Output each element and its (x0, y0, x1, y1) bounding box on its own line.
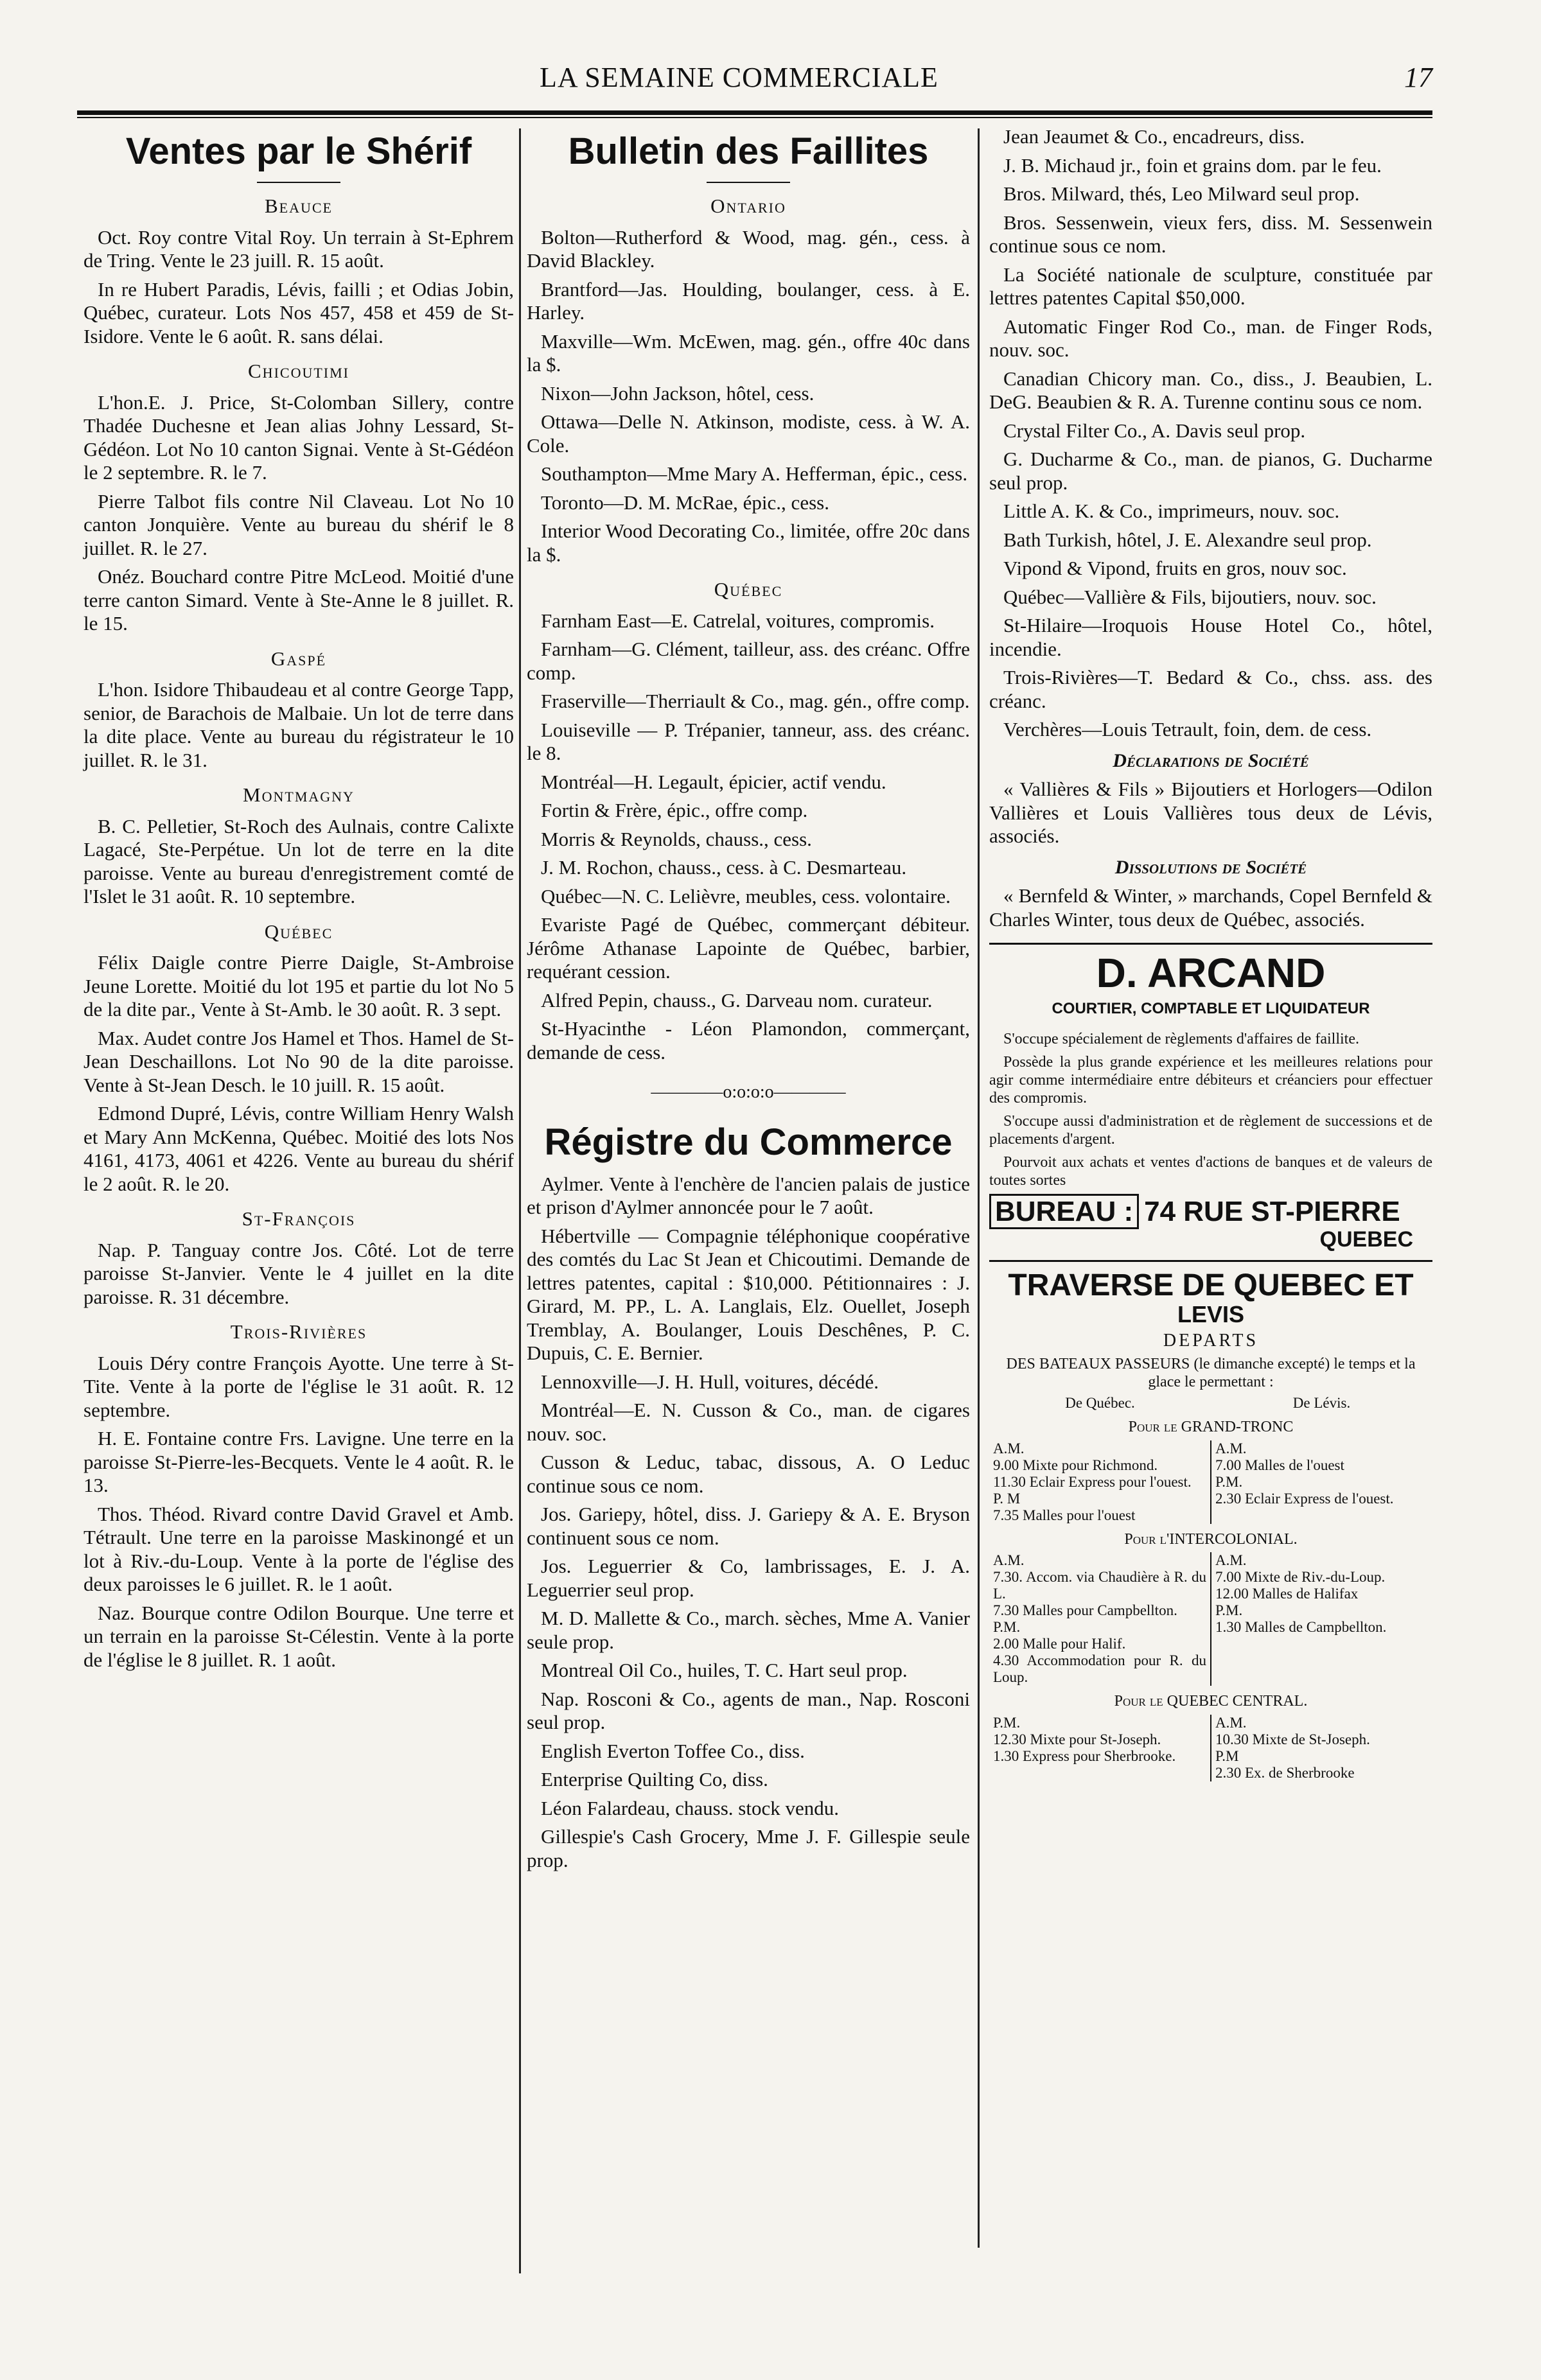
notice: Thos. Théod. Rivard contre David Gravel et Amb. Tétrault. Une terre en la paroisse Maskinongé et un lot à Riv.-du-Loup. Vente à la porte de l'église des deux paroisses le 6 juillet. R. le 1 août. (84, 1502, 514, 1595)
section-heading-bankruptcy: Bulletin des Faillites (568, 130, 929, 172)
column-register-continued (989, 125, 1432, 1781)
place-heading: Montmagny (243, 783, 355, 806)
schedule-section: Pour le GRAND-TRONC (1128, 1419, 1294, 1435)
notice: Morris & Reynolds, chauss., cess. (541, 827, 812, 850)
notice: Bros. Milward, thés, Leo Milward seul prop. (1003, 182, 1360, 205)
schedule-section: Pour l'INTERCOLONIAL. (1124, 1530, 1298, 1548)
notice: Southampton—Mme Mary A. Hefferman, épic., cess. (541, 462, 968, 485)
ferry-title: TRAVERSE DE QUEBEC ET (1008, 1268, 1414, 1302)
notice: Crystal Filter Co., A. Davis seul prop. (1003, 419, 1306, 442)
notice: Automatic Finger Rod Co., man. de Finger Rods, nouv. soc. (989, 315, 1432, 361)
notice: Léon Falardeau, chauss. stock vendu. (541, 1796, 840, 1819)
notice: Gillespie's Cash Grocery, Mme J. F. Gillespie seule prop. (527, 1825, 970, 1871)
notice: Fortin & Frère, épic., offre comp. (541, 799, 808, 821)
schedule-header (989, 1395, 1432, 1412)
notice: Farnham—G. Clément, tailleur, ass. des créanc. Offre comp. (527, 638, 970, 684)
notice: Nixon—John Jackson, hôtel, cess. (541, 381, 815, 405)
place-heading: Gaspé (270, 647, 327, 670)
notice: Cusson & Leduc, tabac, dissous, A. O Leduc continue sous ce nom. (527, 1451, 970, 1497)
notice: Louis Déry contre François Ayotte. Une terre à St-Tite. Vente à la porte de l'église le 31 août. R. 12 septembre. (84, 1351, 514, 1421)
notice: Jean Jeaumet & Co., encadreurs, diss. (1003, 125, 1305, 148)
notice: Maxville—Wm. McEwen, mag. gén., offre 40c dans la $. (527, 329, 970, 376)
separator (707, 182, 790, 183)
notice: Interior Wood Decorating Co., limitée, offre 20c dans la $. (527, 520, 970, 566)
notice: Naz. Bourque contre Odilon Bourque. Une terre et un terrain en la paroisse St-Célestin. Vente à la porte de l'église le 8 juillet. R. 1 août. (84, 1601, 514, 1671)
ad-text: S'occupe spécialement de règlements d'affaires de faillite. (1003, 1030, 1359, 1047)
notice: Pierre Talbot fils contre Nil Claveau. Lot No 10 canton Jonquière. Vente au bureau du shérif le 8 juillet. R. le 27. (84, 489, 514, 559)
schedule-table (989, 1552, 1432, 1686)
ad-text: Possède la plus grande expérience et les meilleures relations pour agir comme intermédiaire entre débiteurs et créanciers pour effectuer des compromis. (989, 1053, 1432, 1107)
notice: Jos. Gariepy, hôtel, diss. J. Gariepy & A. E. Bryson continuent sous ce nom. (527, 1503, 970, 1549)
notice: Jos. Leguerrier & Co, lambrissages, E. J. A. Leguerrier seul prop. (527, 1555, 970, 1601)
column-divider-1 (519, 128, 521, 2273)
notice: « Vallières & Fils » Bijoutiers et Horlogers—Odilon Vallières et Louis Vallières tous deux de Lévis, associés. (989, 778, 1432, 847)
column-sheriff-sales (84, 125, 514, 1677)
schedule-cell: P.M. 12.30 Mixte pour St-Joseph. 1.30 Express pour Sherbrooke. (989, 1715, 1211, 1781)
place-heading: Québec (714, 578, 783, 600)
place-heading: Québec (264, 920, 333, 943)
place-heading: Chicoutimi (248, 360, 349, 382)
notice: B. C. Pelletier, St-Roch des Aulnais, contre Calixte Lagacé, Ste-Perpétue. Un lot de terre en la dite paroisse. Vente au bureau d'enregistrement comté de l'Islet le 31 août. R. 10 septembre. (84, 814, 514, 907)
subheading-dissolutions: Dissolutions de Société (1114, 856, 1307, 878)
advertisement-arcand (989, 943, 1432, 1251)
place-heading: Beauce (264, 195, 333, 217)
newspaper-title: LA SEMAINE COMMERCIALE (540, 62, 938, 93)
schedule-section: Pour le QUEBEC CENTRAL. (1114, 1693, 1308, 1710)
schedule-cell: A.M. 9.00 Mixte pour Richmond. 11.30 Eclair Express pour l'ouest. P. M 7.35 Malles pour l'ouest (989, 1440, 1211, 1524)
notice: Enterprise Quilting Co, diss. (541, 1768, 768, 1790)
notice: Bros. Sessenwein, vieux fers, diss. M. Sessenwein continue sous ce nom. (989, 211, 1432, 257)
notice: Onéz. Bouchard contre Pitre McLeod. Moitié d'une terre canton Simard. Vente à Ste-Anne le 8 juillet. R. le 15. (84, 565, 514, 634)
notice: Aylmer. Vente à l'enchère de l'ancien palais de justice et prison d'Aylmer annoncée pour le 7 août. (527, 1172, 970, 1218)
ad-role: COURTIER, COMPTABLE ET LIQUIDATEUR (1052, 1000, 1370, 1017)
ad-text: Pourvoit aux achats et ventes d'actions de banques et de valeurs de toutes sortes (989, 1153, 1432, 1189)
ad-office (989, 1196, 1432, 1228)
notice: Lennoxville—J. H. Hull, voitures, décédé. (541, 1370, 879, 1393)
ferry-schedule (989, 1260, 1432, 1781)
schedule-from-quebec: De Québec. (1065, 1395, 1135, 1411)
place-heading: Trois-Rivières (230, 1320, 367, 1343)
notice: Little A. K. & Co., imprimeurs, nouv. soc. (1003, 500, 1340, 522)
schedule-cell: A.M. 7.30. Accom. via Chaudière à R. du L. 7.30 Malles pour Campbellton. P.M. 2.00 Malle pour Halif. 4.30 Accommodation pour R. du Loup. (989, 1552, 1211, 1686)
notice: Evariste Pagé de Québec, commerçant débiteur. Jérôme Athanase Lapointe de Québec, barbier, requérant cession. (527, 913, 970, 983)
notice: Montréal—E. N. Cusson & Co., man. de cigares nouv. soc. (527, 1399, 970, 1445)
ad-city: QUEBEC (1319, 1227, 1413, 1252)
notice: Bath Turkish, hôtel, J. E. Alexandre seul prop. (1003, 528, 1372, 551)
schedule-cell: A.M. 7.00 Mixte de Riv.-du-Loup. 12.00 Malles de Halifax P.M. 1.30 Malles de Campbellton. (1215, 1552, 1387, 1635)
section-heading-sheriff: Ventes par le Shérif (125, 130, 472, 172)
notice: Nap. P. Tanguay contre Jos. Côté. Lot de terre paroisse St-Janvier. Vente le 4 juillet en la dite paroisse. R. 31 décembre. (84, 1238, 514, 1308)
ad-office-address: 74 RUE ST-PIERRE (1144, 1195, 1400, 1227)
notice: St-Hyacinthe - Léon Plamondon, commerçant, demande de cess. (527, 1017, 970, 1063)
notice: Québec—Vallière & Fils, bijoutiers, nouv. soc. (1003, 585, 1377, 608)
notice: Edmond Dupré, Lévis, contre William Henry Walsh et Mary Ann McKenna, Québec. Moitié des lots Nos 4161, 4173, 4061 et 4226. Vente au bureau du shérif le 2 août. R. le 20. (84, 1102, 514, 1195)
ferry-departures: DEPARTS (1163, 1330, 1259, 1351)
page-number: 17 (1404, 62, 1432, 93)
notice: L'hon. Isidore Thibaudeau et al contre George Tapp, senior, de Barachois de Malbaie. Un lot de terre dans la dite place. Vente au bureau du régistrateur le 10 juillet. R. le 31. (84, 678, 514, 771)
schedule-from-levis: De Lévis. (1292, 1395, 1351, 1411)
notice: In re Hubert Paradis, Lévis, failli ; et Odias Jobin, Québec, curateur. Lots Nos 457, 458 et 459 de St-Isidore. Vente le 6 août. R. sans délai. (84, 277, 514, 347)
notice: Vipond & Vipond, fruits en gros, nouv soc. (1003, 557, 1347, 579)
ferry-title-levis: LEVIS (1177, 1301, 1245, 1327)
notice: Verchères—Louis Tetrault, foin, dem. de cess. (1003, 718, 1372, 740)
notice: L'hon.E. J. Price, St-Colomban Sillery, contre Thadée Duchesne et Jean alias Johny Lessard, St-Gédéon. Lot No 10 canton Signai. Vente à St-Gédéon le 2 septembre. R. le 7. (84, 390, 514, 484)
page-header (51, 61, 1432, 100)
notice: Canadian Chicory man. Co., diss., J. Beaubien, L. DeG. Beaubien & R. A. Turenne continu sous ce nom. (989, 367, 1432, 413)
ad-name: D. ARCAND (1096, 950, 1326, 996)
header-rule-thin (77, 117, 1432, 118)
notice: « Bernfeld & Winter, » marchands, Copel Bernfeld & Charles Winter, tous deux de Québec, associés. (989, 884, 1432, 931)
notice: Nap. Rosconi & Co., agents de man., Nap. Rosconi seul prop. (527, 1687, 970, 1733)
column-bankruptcy-bulletin (527, 125, 970, 1877)
notice: Québec—N. C. Lelièvre, meubles, cess. volontaire. (541, 884, 951, 907)
notice: Ottawa—Delle N. Atkinson, modiste, cess. à W. A. Cole. (527, 410, 970, 457)
notice: Farnham East—E. Catrelal, voitures, compromis. (541, 609, 935, 632)
notice: Montreal Oil Co., huiles, T. C. Hart seul prop. (541, 1659, 908, 1681)
notice: La Société nationale de sculpture, constituée par lettres patentes Capital $50,000. (989, 263, 1432, 309)
notice: Félix Daigle contre Pierre Daigle, St-Ambroise Jeune Lorette. Moitié du lot 195 et partie du lot No 5 de la dite par., Vente à St-Amb. le 30 août. R. 3 sept. (84, 951, 514, 1020)
section-heading-commerce-register: Régistre du Commerce (544, 1121, 953, 1163)
notice: Hébertville — Compagnie téléphonique coopérative des comtés du Lac St Jean et Chicoutimi. Demande de lettres patentes, capital : $10,000. Pétitionnaires : J. Girard, M. PP., L. A. Langlais, Elz. Ouellet, Joseph Tremblay, A. Boulanger, Louis Deschênes, P. C. Dupuis, C. E. Bernier. (527, 1224, 970, 1364)
notice: Bolton—Rutherford & Wood, mag. gén., cess. à David Blackley. (527, 225, 970, 272)
notice: H. E. Fontaine contre Frs. Lavigne. Une terre en la paroisse St-Pierre-les-Becquets. Vente le 4 août. R. le 13. (84, 1427, 514, 1496)
notice: Oct. Roy contre Vital Roy. Un terrain à St-Ephrem de Tring. Vente le 23 juill. R. 15 août. (84, 225, 514, 272)
notice: English Everton Toffee Co., diss. (541, 1739, 805, 1762)
schedule-table (989, 1440, 1432, 1524)
schedule-cell: A.M. 10.30 Mixte de St-Joseph. P.M 2.30 Ex. de Sherbrooke (1215, 1714, 1370, 1781)
notice: Alfred Pepin, chauss., G. Darveau nom. curateur. (541, 988, 933, 1011)
notice: St-Hilaire—Iroquois House Hotel Co., hôtel, incendie. (989, 614, 1432, 660)
notice: Toronto—D. M. McRae, épic., cess. (541, 491, 829, 514)
ad-text: S'occupe aussi d'administration et de règlement de successions et de placements d'argent. (989, 1112, 1432, 1148)
ferry-intro: DES BATEAUX PASSEURS (le dimanche excepté) le temps et la glace le permettant : (1006, 1356, 1416, 1390)
schedule-cell: A.M. 7.00 Malles de l'ouest P.M. 2.30 Eclair Express de l'ouest. (1215, 1440, 1394, 1507)
ornamental-separator: ————o:o:o:o———— (651, 1082, 846, 1102)
place-heading: Ontario (710, 195, 786, 217)
notice: M. D. Mallette & Co., march. sèches, Mme A. Vanier seule prop. (527, 1607, 970, 1653)
subheading-declarations: Déclarations de Société (1113, 749, 1309, 771)
notice: Louiseville — P. Trépanier, tanneur, ass. des créanc. le 8. (527, 718, 970, 764)
header-rule (77, 110, 1432, 115)
notice: Montréal—H. Legault, épicier, actif vendu. (541, 770, 886, 793)
column-divider-2 (978, 128, 980, 2248)
notice: Max. Audet contre Jos Hamel et Thos. Hamel de St-Jean Deschaillons. Lot No 90 de la dite paroisse. Vente à St-Jean Desch. le 10 juill. R. 15 août. (84, 1026, 514, 1096)
ad-office-label: BUREAU : (989, 1194, 1139, 1229)
notice: J. M. Rochon, chauss., cess. à C. Desmarteau. (541, 856, 907, 879)
notice: Brantford—Jas. Houlding, boulanger, cess. à E. Harley. (527, 277, 970, 324)
notice: J. B. Michaud jr., foin et grains dom. par le feu. (1003, 153, 1382, 177)
schedule-table (989, 1715, 1432, 1781)
place-heading: St-François (242, 1207, 356, 1230)
separator (257, 182, 340, 183)
notice: G. Ducharme & Co., man. de pianos, G. Ducharme seul prop. (989, 448, 1432, 494)
notice: Trois-Rivières—T. Bedard & Co., chss. ass. des créanc. (989, 666, 1432, 712)
notice: Fraserville—Therriault & Co., mag. gén., offre comp. (541, 690, 970, 712)
